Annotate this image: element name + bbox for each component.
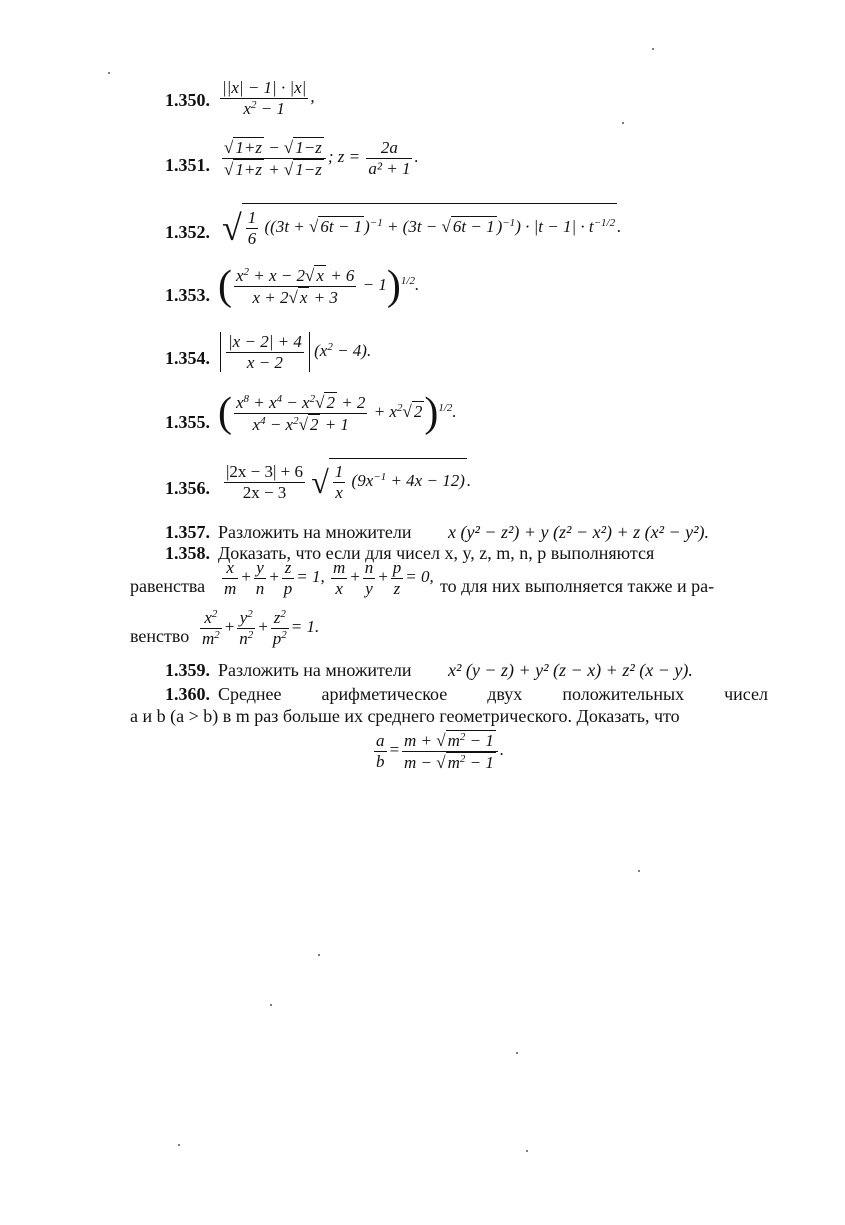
expression-1355: ( $\frac{x^8 + x^4 - x^2√ 2 + 2}{x^4 - x^2√ 2 + 1}$ + $x^2√$ 2)$^{1/2}$. (218, 392, 457, 434)
scan-speck (638, 870, 640, 872)
problem-text-1360-line1: Среднее арифметическое двух положительных чисел (218, 684, 768, 704)
problem-text-1359: Разложить на множители (218, 660, 412, 680)
expression-1359: x² (y − z) + y² (z − x) + z² (x − y). (448, 660, 693, 680)
problem-text-1358-line1: Доказать, что если для чисел x, y, z, m, n, p выполняются (218, 543, 655, 563)
problem-number-1351: 1.351. (165, 155, 210, 175)
problem-number-1357: 1.357. (165, 522, 210, 542)
problem-number-1354: 1.354. (165, 348, 210, 368)
scan-speck (270, 1004, 272, 1006)
equality-1358-b: $\frac{x^2}{m^2}$ + $\frac{y^2}{n^2}$ + $\frac{z^2}{p^2}$ = 1. (202, 608, 320, 648)
expression-1360: $\frac{a}{b}$ = $\frac{m + √ m^2 - 1}{m - √ m^2 - 1}$ . (372, 730, 504, 772)
scan-speck (318, 954, 320, 956)
problem-number-1359: 1.359. (165, 660, 210, 680)
problem-text-1358-line2-prefix: равенства (130, 576, 206, 596)
problem-text-1360-line2: a и b (a > b) в m раз больше их среднего геометрического. Доказать, что (130, 706, 680, 726)
problem-number-1353: 1.353. (165, 285, 210, 305)
equality-1358-a: $\frac{x}{m}$ + $\frac{y}{n}$ + $\frac{z}{p}$ = 1, $\frac{m}{x}$ + $\frac{n}{y}$ + $\frac{p}{z}$ = 0, (224, 558, 434, 598)
expression-1356: $\frac{|2x - 3| + 6}{2x - 3}$ √ $\frac{1}{x}$ $(9x^{-1} + 4x - 12)$ . (222, 458, 471, 502)
expression-1350: $\frac{||x| - 1| \cdot |x|}{x^2 - 1}$ , (222, 78, 315, 118)
problem-number-1358: 1.358. (165, 543, 210, 563)
expression-1354: $\frac{|x - 2| + 4}{x - 2}$ $(x^2 - 4)$. (220, 332, 371, 372)
expression-1353: ( $\frac{x^2 + x - 2√ x + 6}{x + 2√ x + 3}$ − 1)$^{1/2}$. (218, 265, 419, 307)
problem-number-1356: 1.356. (165, 478, 210, 498)
problem-text-1358-line2-middle: то для них выполняется также и ра- (440, 576, 715, 596)
scan-speck (516, 1052, 518, 1054)
problem-number-1355: 1.355. (165, 412, 210, 432)
problem-text-1358-line3-prefix: венство (130, 626, 190, 646)
expression-1357: x (y² − z²) + y (z² − x²) + z (x² − y²). (448, 522, 710, 542)
problem-number-1352: 1.352. (165, 222, 210, 242)
expression-1352: √ $\frac{1}{6}$ ((3t + √ 6t − 1 )$^{-1}$ + (3t − √ 6t − 1 )$^{-1}) \cdot |t - 1| \cdot t^{-1/2}$ . (222, 203, 621, 249)
scan-speck (622, 122, 624, 124)
problem-text-1357: Разложить на множители (218, 522, 412, 542)
scan-speck (178, 1144, 180, 1146)
scan-speck (526, 1150, 528, 1152)
scan-speck (108, 72, 110, 74)
problem-number-1360: 1.360. (165, 684, 210, 704)
expression-1351: √ 1+z − √ 1−z √ 1+z + √ 1−z ; z = $\frac{2a}{\text{a² + 1}}$ . (220, 137, 419, 179)
problem-number-1350: 1.350. (165, 90, 210, 110)
scan-speck (652, 48, 654, 50)
